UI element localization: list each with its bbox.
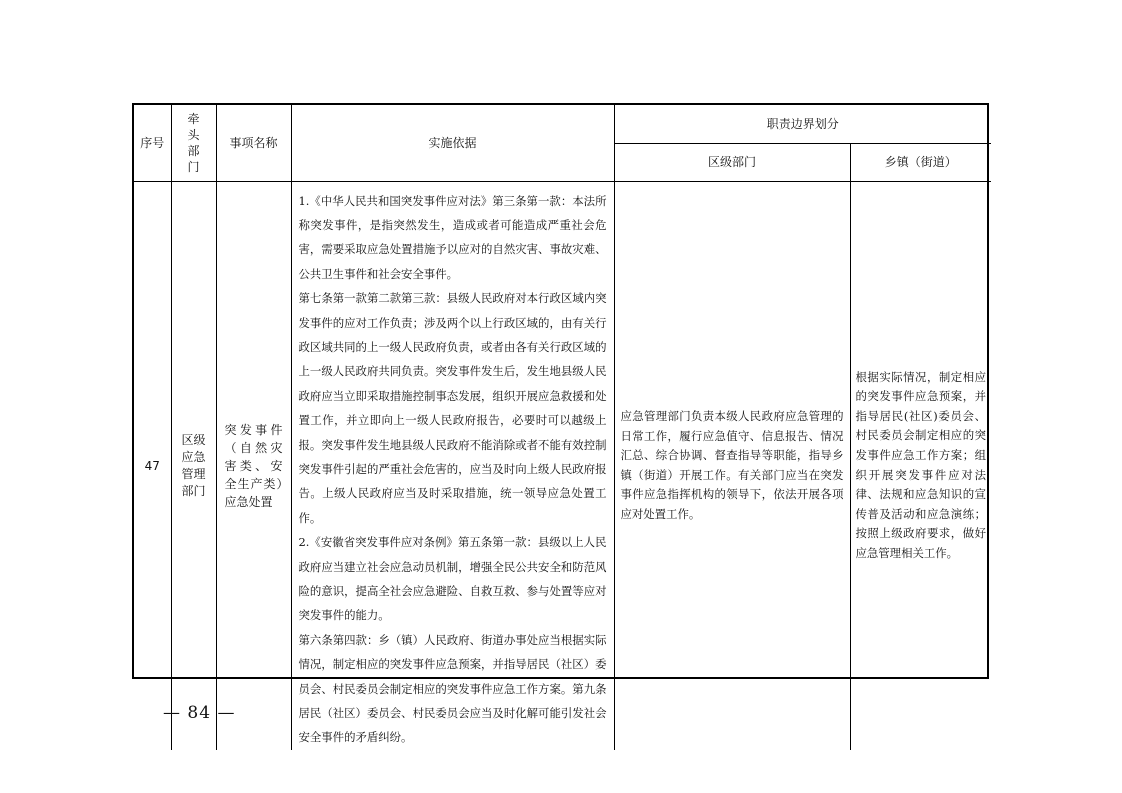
page-number: — 84 —: [163, 703, 236, 723]
duty-division-table: [134, 105, 991, 750]
header-lead-dept: 牵头部门: [171, 105, 216, 181]
header-township: 乡镇（街道）: [850, 143, 991, 181]
header-basis: 实施依据: [291, 105, 614, 181]
basis-paragraph: 第六条第四款：乡（镇）人民政府、街道办事处应当根据实际情况，制定相应的突发事件应急预案，并指导居民（社区）委员会、村民委员会制定相应的突发事件应急工作方案。第九条居民（社区）委员会、村民委员会应当及时化解可能引发社会安全事件的矛盾纠纷。: [298, 632, 607, 745]
header-item-name: 事项名称: [216, 105, 291, 181]
cell-seq: 47: [134, 181, 171, 750]
cell-district-duty: 应急管理部门负责本级人民政府应急管理的日常工作，履行应急值守、信息报告、情况汇总、综合协调、督查指导等职能，指导乡镇（街道）开展工作。有关部门应当在突发事件应急指挥机构的领导下，依法开展各项应对处置工作。: [614, 181, 850, 750]
cell-township-duty: 根据实际情况，制定相应的突发事件应急预案，并指导居民(社区)委员会、村民委员会制定相应的突发事件应急工作方案；组织开展突发事件应对法律、法规和应急知识的宣传普及活动和应急演练；按照上级政府要求，做好应急管理相关工作。: [850, 181, 991, 750]
cell-basis: [291, 181, 614, 750]
header-seq: 序号: [134, 105, 171, 181]
header-district-dept: 区级部门: [614, 143, 850, 181]
basis-paragraph: 1.《中华人民共和国突发事件应对法》第三条第一款：本法所称突发事件，是指突然发生，造成或者可能造成严重社会危害，需要采取应急处置措施予以应对的自然灾害、事故灾难、公共卫生事件和社会安全事件。: [298, 193, 607, 281]
basis-paragraph: 第七条第一款第二款第三款：县级人民政府对本行政区域内突发事件的应对工作负责；涉及两个以上行政区域的，由有关行政区域共同的上一级人民政府负责，或者由各有关行政区域的上一级人民政府共同负责。突发事件发生后，发生地县级人民政府应当立即采取措施控制事态发展，组织开展应急救援和处置工作，并立即向上一级人民政府报告，必要时可以越级上报。突发事件发生地县级人民政府不能消除或者不能有效控制突发事件引起的严重社会危害的，应当及时向上级人民政府报告。上级人民政府应当及时采取措施，统一领导应急处置工作。: [298, 291, 607, 525]
table-row: [134, 181, 991, 750]
cell-item-name: 突发事件（自然灾害类、安全生产类）应急处置: [216, 181, 291, 750]
cell-lead-dept: 区级应急管理部门: [171, 181, 216, 750]
header-duty-division: 职责边界划分: [614, 105, 991, 143]
basis-paragraph: 2.《安徽省突发事件应对条例》第五条第一款：县级以上人民政府应当建立社会应急动员机制，增强全民公共安全和防范风险的意识，提高全社会应急避险、自救互救、参与处置等应对突发事件的能力。: [298, 535, 607, 623]
